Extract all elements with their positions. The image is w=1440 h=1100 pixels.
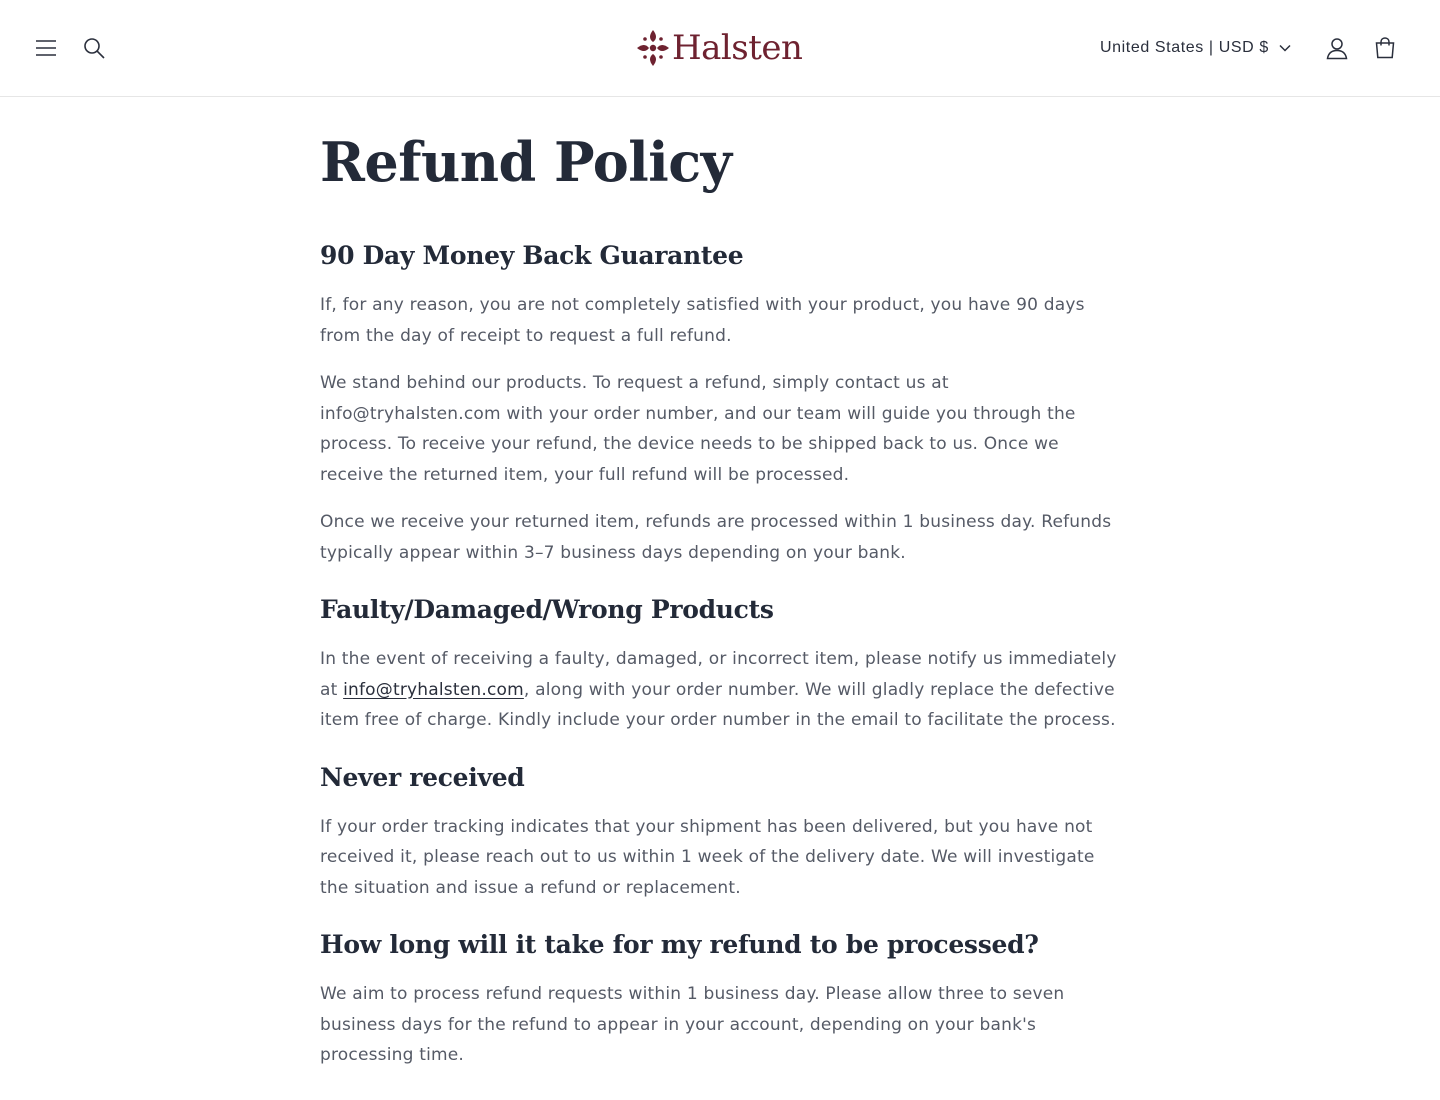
chevron-down-icon [1279, 44, 1291, 52]
section-money-back [320, 238, 1120, 568]
paragraph [320, 644, 1120, 736]
brand-name: Halsten [672, 28, 803, 68]
section-faulty-products [320, 592, 1120, 736]
paragraph-text: In the event of receiving a faulty, damaged, or incorrect item, please notify us immediately at [320, 649, 1117, 700]
email-link[interactable]: info@tryhalsten.com [343, 679, 524, 700]
section-heading: 90 Day Money Back Guarantee [320, 241, 744, 270]
paragraph: Once we receive your returned item, refunds are processed within 1 business day. Refunds typically appear within 3–7 business days depending on your bank. [320, 512, 1112, 563]
paragraph: If your order tracking indicates that your shipment has been delivered, but you have not received it, please reach out to us within 1 week of the delivery date. We will investigate the situation and issue a refund or replacement. [320, 816, 1095, 898]
paragraph: We stand behind our products. To request a refund, simply contact us at info@tryhalsten.com with your order number, and our team will guide you through the process. To receive your refund, the device needs to be shipped back to us. Once we receive the returned item, your full refund will be processed. [320, 373, 1076, 485]
section-processing-time [320, 927, 1120, 1071]
fleur-logo-icon [636, 28, 670, 68]
locale-label: United States | USD $ [1100, 39, 1269, 56]
account-icon[interactable] [1313, 24, 1361, 72]
brand-logo[interactable] [636, 26, 802, 70]
cart-icon[interactable] [1361, 24, 1409, 72]
policy-content [320, 98, 1120, 1071]
section-heading: Never received [320, 762, 525, 792]
menu-icon[interactable] [22, 24, 70, 72]
site-header [0, 0, 1440, 97]
paragraph: We aim to process refund requests within 1 business day. Please allow three to seven business days for the refund to appear in your account, depending on your bank's processing time. [320, 984, 1065, 1065]
section-heading: How long will it take for my refund to be processed? [320, 930, 1039, 959]
section-heading: Faulty/Damaged/Wrong Products [320, 595, 774, 624]
country-currency-selector[interactable] [1100, 34, 1291, 62]
paragraph-text: , along with your order number. We will gladly replace the defective item free of charge. Kindly include your order number in the email to facilitate the process. [320, 679, 1116, 730]
paragraph: If, for any reason, you are not completely satisfied with your product, you have 90 days from the day of receipt to request a full refund. [320, 295, 1085, 346]
search-icon[interactable] [70, 24, 118, 72]
page-title: Refund Policy [320, 130, 732, 194]
section-never-received [320, 760, 1120, 904]
